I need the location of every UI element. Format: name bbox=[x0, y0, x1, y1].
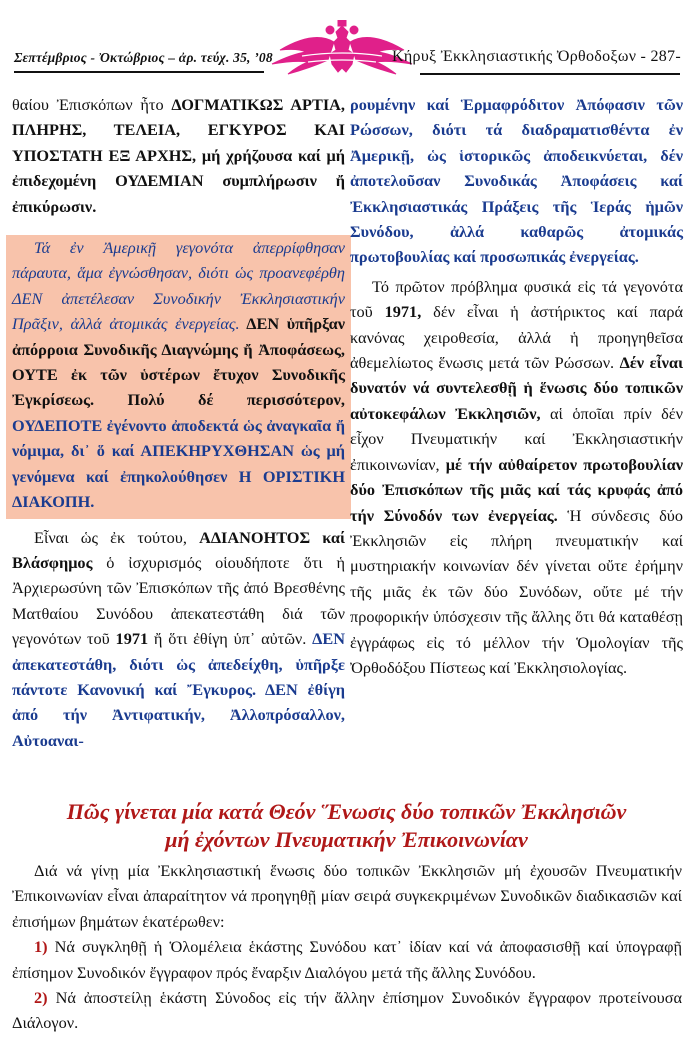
paragraph: Διά νά γίνῃ μία Ἐκκλησιαστική ἕνωσις δύο τοπικῶν Ἐκκλησιῶν μή ἐχουσῶν Πνευματικήν Ἐπικοινωνίαν εἶναι ἀπαραίτητον νά προηγηθῇ μίαν σειρά συγκεκριμένων Συνοδικῶν διαδικασιῶν καί ἐπισήμων βημάτων ἑκατέρωθεν: bbox=[12, 861, 682, 931]
page-header bbox=[0, 0, 693, 92]
left-column bbox=[12, 92, 345, 753]
header-rule-right bbox=[420, 73, 680, 75]
list-item: 2) Νά ἀποστείλῃ ἑκάστη Σύνοδος εἰς τήν ἄλλην ἐπίσημον Συνοδικόν ἔγγραφον προτείνουσα Διάλογον. bbox=[12, 988, 682, 1033]
section-body bbox=[12, 858, 682, 1036]
paragraph: Εἶναι ὡς ἐκ τούτου, ΑΔΙΑΝΟΗΤΟΣ καί Βλάσφημος ὁ ἰσχυρισμός οἱουδήποτε ὅτι ἡ Ἀρχιερωσύνη τῶν Ἐπισκόπων τῆς ἀπό Βρεσθένης Ματθαίου Συνόδου ἀπεκατεστάθη διά τῶν γεγονότων τοῦ 1971 ἤ ὅτι ἐθίγη ὑπ᾽ αὐτῶν. ΔΕΝ ἀπεκατεστάθη, διότι ὡς ἀπεδείχθη, ὑπῆρξε πάντοτε Κανονική καί Ἔγκυρος. ΔΕΝ ἐθίγη ἀπό τήν Ἀντιφατικήν, Ἀλλοπρόσαλλον, Αὐτοαναι- bbox=[12, 527, 345, 750]
list-item: 1) Νά συγκληθῇ ἡ Ὁλομέλεια ἑκάστης Συνόδου κατ᾽ ἰδίαν καί νά ἀποφασισθῇ καί ὑπογραφῇ ἐπίσημον Συνοδικόν ἔγγραφον πρός ἔναρξιν Διαλόγου μετά τῆς ἄλλης Συνόδου. bbox=[12, 937, 682, 982]
issue-info: Σεπτέμβριος - Ὀκτώβριος – ἀρ. τεύχ. 35, ’08 bbox=[14, 50, 273, 65]
paragraph: Τό πρῶτον πρόβλημα φυσικά εἰς τά γεγονότα τοῦ 1971, δέν εἶναι ἡ ἀστήρικτος καί παρά κανόνας χειροθεσία, ἀλλά ἡ προηγηθεῖσα ἀθεμελίωτος ἕνωσις μετά τῶν Ρώσσων. Δέν εἶναι δυνατόν νά συντελεσθῇ ἡ ἕνωσις δύο τοπικῶν αὐτοκεφάλων Ἐκκλησιῶν, αἱ ὁποῖαι πρίν δέν εἶχον Πνευματικήν καί Ἐκκλησιαστικήν ἐπικοινωνίαν, μέ τήν αὐθαίρετον πρωτοβουλίαν δύο Ἐπισκόπων τῆς μιᾶς καί τάς κρυφάς ἀπό τήν Σύνοδόν των ἐνεργείας. Ἡ σύνδεσις δύο Ἐκκλησιῶν εἰς πλήρη πνευματικήν καί μυστηριακήν κοινωνίαν δέν γίνεται οὔτε ἐρήμην τῆς μιᾶς ἐκ τῶν δύο Συνόδων, οὔτε μέ τήν προφορικήν ὑπόσχεσιν τῆς ἄλλης ὅτι θά καταθέσῃ ἐγγράφως εἰς τό μέλλον τήν Ὁμολογίαν τῆς Ὀρθοδόξου Πίστεως καί Ἐκκλησιολογίας. bbox=[350, 276, 683, 677]
section-heading: Πῶς γίνεται μία κατά Θεόν Ἕνωσις δύο τοπικῶν Ἐκκλησιῶν μή ἐχόντων Πνευματικήν Ἐπικοινωνίαν bbox=[66, 799, 627, 852]
paragraph: Τά ἐν Ἀμερικῇ γεγονότα ἀπερρίφθησαν πάραυτα, ἅμα ἐγνώσθησαν, διότι ὡς προανεφέρθη ΔΕΝ ἀπετέλεσαν Συνοδικήν Ἐκκλησιαστικήν Πρᾶξιν, ἀλλά ἀτομικάς ἐνεργείας. ΔΕΝ ὑπῆρξαν ἀπόρροια Συνοδικῆς Διαγνώμης ἤ Ἀποφάσεως, ΟΥΤΕ ἐκ τῶν ὑστέρων ἔτυχον Συνοδικῆς Ἐγκρίσεως. Πολύ δέ περισσότερον, ΟΥΔΕΠΟΤΕ ἐγένοντο ἀποδεκτά ὡς ἀναγκαῖα ἤ νόμιμα, δι᾽ ὅ καί ΑΠΕΚΗΡΥΧΘΗΣΑΝ ὡς μή γενόμενα καί ἐπηκολούθησεν Η ΟΡΙΣΤΙΚΗ ΔΙΑΚΟΠΗ. bbox=[12, 238, 345, 512]
right-column bbox=[350, 92, 683, 680]
running-title: Κήρυξ Ἐκκλησιαστικής Ὀρθοδοξων - 287- bbox=[392, 48, 681, 65]
highlighted-box bbox=[6, 235, 351, 518]
paragraph: ρουμένην καί Ἑρμαφρόδιτον Ἀπόφασιν τῶν Ρώσσων, διότι τά διαδραματισθέντα ἐν Ἀμερικῇ, ὡς ἱστορικῶς ἀποδεικνύεται, δέν ἀποτελοῦσαν Συνοδικάς Ἀποφάσεις καί Ἐκκλησιαστικάς Πράξεις τῆς Ἱεράς ἡμῶν Συνόδου, ἀλλά καθαρῶς ἀτομικάς πρωτοβουλίας καί προσωπικάς ἐνεργείας. bbox=[350, 95, 683, 267]
paragraph: θαίου Ἐπισκόπων ἦτο ΔΟΓΜΑΤΙΚΩΣ ΑΡΤΙΑ, ΠΛΗΡΗΣ, ΤΕΛΕΙΑ, ΕΓΚΥΡΟΣ ΚΑΙ ΥΠΟΣΤΑΤΗ ΕΞ ΑΡΧΗΣ, μή χρήζουσα καί μή ἐπιδεχομένη ΟΥΔΕΜΙΑΝ συμπλήρωσιν ἤ ἐπικύρωσιν. bbox=[12, 95, 345, 216]
header-rule-left bbox=[14, 71, 264, 73]
